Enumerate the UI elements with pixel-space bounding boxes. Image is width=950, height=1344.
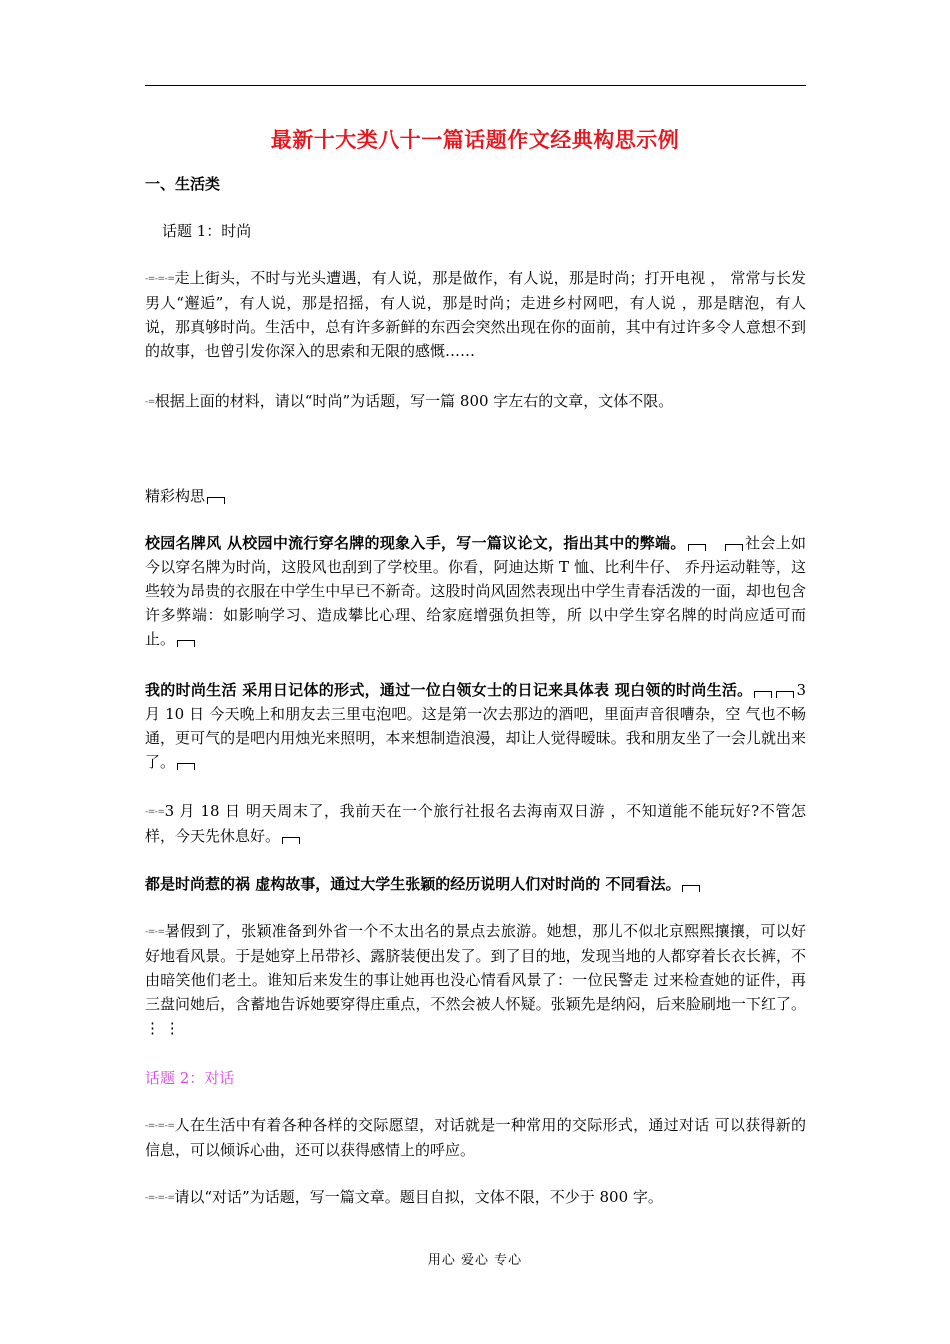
paragraph-mark-icon	[282, 837, 300, 844]
document-title: 最新十大类八十一篇话题作文经典构思示例	[270, 127, 680, 152]
ideas-label	[145, 484, 806, 508]
topic-1-prompt	[145, 389, 806, 414]
idea-2	[145, 678, 806, 774]
edit-marker: -=-=-=	[145, 274, 175, 284]
idea-3-text: 暑假到了，张颖准备到外省一个不太出名的景点去旅游。她想，那儿不似北京熙熙攘攘，可以好好地看风景。于是她穿上吊带衫、露脐装便出发了。到了目的地，发现当地的人都穿着长衣长裤，不由暗笑他们老土。谁知后来发生的事让她再也没心情看风景了：一位民警走 过来检查她的证件，再三盘问她后，含蓄地告诉她要穿得庄重点，不然会被人怀疑。张颖先是纳闷，后来脸刷地一下红了。	[145, 922, 806, 1013]
edit-marker: -=-=-=	[145, 1193, 175, 1203]
paragraph-mark-icon	[177, 640, 195, 647]
idea-3-heading: 都是时尚惹的祸 虚构故事，通过大学生张颖的经历说明人们对时尚的 不同看法。	[145, 875, 681, 893]
idea-3	[145, 919, 806, 1040]
topic-2-material	[145, 1113, 806, 1162]
idea-3-heading-block	[145, 872, 806, 896]
paragraph-mark-icon	[776, 691, 794, 698]
idea-2-text: 3 月 10 日 今天晚上和朋友去三里屯泡吧。这是第一次去那边的酒吧，里面声音很嘈杂，空 气也不畅通，更可气的是吧内用烛光来照明，本来想制造浪漫，却让人觉得暧昧。我和朋友坐了一会儿就出来了。	[145, 681, 806, 771]
idea-2-entry-2	[145, 799, 806, 848]
topic-1-label: 话题 1：时尚	[162, 222, 252, 240]
topic-2-prompt	[145, 1185, 806, 1210]
edit-marker: -=-=	[145, 927, 165, 937]
paragraph-mark-icon	[177, 763, 195, 770]
topic-2-material-text: 人在生活中有着各种各样的交际愿望，对话就是一种常用的交际形式，通过对话 可以获得新的信息，可以倾诉心曲，还可以获得感情上的呼应。	[145, 1116, 806, 1159]
ellipsis-marks: ⋮ ⋮	[145, 1019, 180, 1037]
ideas-label-text: 精彩构思	[145, 487, 206, 505]
header-rule	[145, 85, 806, 86]
idea-1	[145, 531, 806, 651]
edit-marker: -=-=	[145, 807, 165, 817]
idea-1-text: 社会上如今以穿名牌为时尚，这股风也刮到了学校里。你看，阿迪达斯 T 恤、比利牛仔、 乔丹运动鞋等，这些较为昂贵的衣服在中学生中早已不新奇。这股时尚风固然表现出中学生青春活泼的一面，却也包含许多弊端：如影响学习、造成攀比心理、给家庭增强负担等，所 以中学生穿名牌的时尚应适可而止。	[145, 534, 806, 648]
prompt-text: 根据上面的材料，请以“时尚”为话题，写一篇 800 字左右的文章，文体不限。	[154, 392, 674, 410]
paragraph-mark-icon	[688, 544, 706, 551]
edit-marker: -=	[145, 397, 155, 407]
idea-1-heading: 校园名牌风 从校园中流行穿名牌的现象入手，写一篇议论文，指出其中的弊端。	[145, 534, 686, 552]
edit-marker: -=-=-=	[145, 1121, 175, 1131]
paragraph-mark-icon	[754, 691, 772, 698]
topic-1-material	[145, 266, 806, 363]
idea-2-text-2: 3 月 18 日 明天周末了，我前天在一个旅行社报名去海南双日游 ，不知道能不能玩好?不管怎样，今天先休息好。	[145, 802, 806, 845]
page-footer: 用心 爱心 专心	[427, 1253, 523, 1268]
paragraph-mark-icon	[207, 497, 225, 504]
topic-2-prompt-text: 请以“对话”为话题，写一篇文章。题目自拟，文体不限，不少于 800 字。	[174, 1188, 663, 1206]
section-heading: 一、生活类	[145, 175, 221, 193]
paragraph-mark-icon	[725, 544, 743, 551]
idea-2-heading: 我的时尚生活 采用日记体的形式，通过一位白领女士的日记来具体表 现白领的时尚生活。	[145, 681, 753, 699]
topic-2-label: 话题 2：对话	[145, 1069, 235, 1087]
paragraph-mark-icon	[682, 885, 700, 892]
material-text: 走上街头，不时与光头遭遇，有人说，那是做作，有人说，那是时尚；打开电视 ， 常常与长发男人“邂逅”，有人说，那是招摇，有人说，那是时尚；走进乡村网吧，有人说 ，那是瞎泡，有人说，那真够时尚。生活中，总有许多新鲜的东西会突然出现在你的面前，其中有过许多令人意想不到的故事，也曾引发你深入的思索和无限的感慨……	[145, 269, 806, 360]
